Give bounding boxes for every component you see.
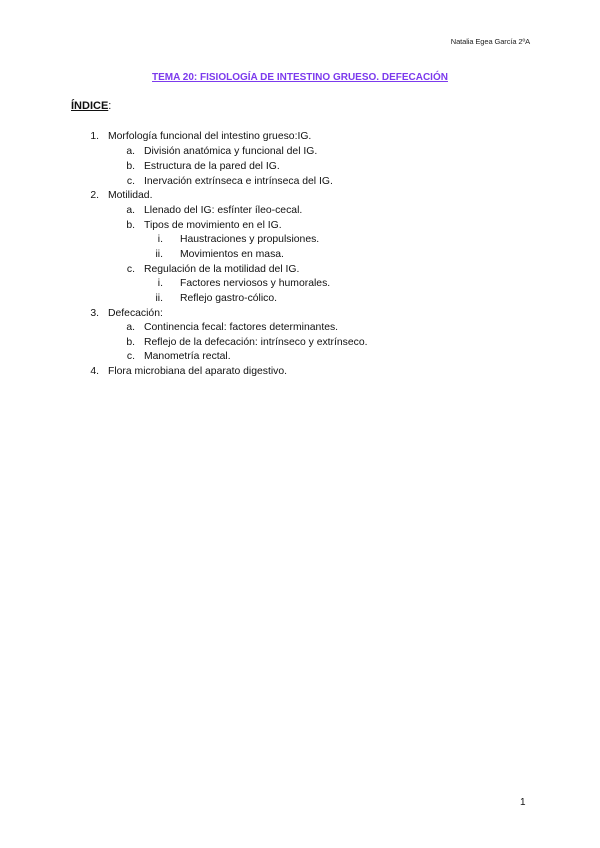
toc-item-text: Tipos de movimiento en el IG. bbox=[144, 220, 282, 231]
toc-item-text: Motilidad. bbox=[108, 190, 153, 201]
toc-item-number: b. bbox=[126, 161, 135, 172]
toc-item-text: Reflejo de la defecación: intrínseco y extrínseco. bbox=[144, 337, 368, 348]
toc-item-number: 4. bbox=[90, 366, 99, 377]
toc-item-text: Morfología funcional del intestino grueso:IG. bbox=[108, 131, 312, 142]
toc-item-text: Inervación extrínseca e intrínseca del IG. bbox=[144, 176, 333, 187]
toc-item-text: Haustraciones y propulsiones. bbox=[180, 234, 320, 245]
toc-item-text: Manometría rectal. bbox=[144, 351, 231, 362]
author-header: Natalia Egea García 2ºA bbox=[450, 37, 530, 46]
toc-item-number: 1. bbox=[90, 131, 99, 142]
toc-item-number: a. bbox=[126, 322, 135, 333]
index-label: ÍNDICE bbox=[71, 100, 109, 112]
toc-item-number: a. bbox=[126, 205, 135, 216]
index-colon: : bbox=[108, 100, 112, 112]
toc-item-text: Defecación: bbox=[108, 308, 163, 319]
toc-item-number: i. bbox=[157, 234, 163, 245]
toc-item-number: i. bbox=[157, 278, 163, 289]
toc-item-number: b. bbox=[126, 220, 135, 231]
toc-item-text: Movimientos en masa. bbox=[180, 249, 284, 260]
toc-item-text: Llenado del IG: esfínter íleo-cecal. bbox=[144, 205, 303, 216]
toc-item-number: c. bbox=[126, 351, 135, 362]
toc-item-number: ii. bbox=[155, 293, 163, 304]
toc-item-text: Flora microbiana del aparato digestivo. bbox=[108, 366, 288, 377]
document-title: TEMA 20: FISIOLOGÍA DE INTESTINO GRUESO. DEFECACIÓN bbox=[152, 72, 448, 83]
toc-item-number: 3. bbox=[90, 308, 99, 319]
toc-item-number: b. bbox=[126, 337, 135, 348]
index-heading bbox=[71, 100, 111, 112]
toc-item-text: Regulación de la motilidad del IG. bbox=[144, 264, 300, 275]
page-number: 1 bbox=[520, 797, 526, 808]
toc-item-number: ii. bbox=[155, 249, 163, 260]
toc-item-number: a. bbox=[126, 146, 135, 157]
toc-item-text: Estructura de la pared del IG. bbox=[144, 161, 280, 172]
toc-item-text: Continencia fecal: factores determinantes. bbox=[144, 322, 339, 333]
toc-item-text: División anatómica y funcional del IG. bbox=[144, 146, 318, 157]
toc-item-number: c. bbox=[126, 264, 135, 275]
toc-item-number: 2. bbox=[90, 190, 99, 201]
toc-item-text: Factores nerviosos y humorales. bbox=[180, 278, 331, 289]
toc-item-number: c. bbox=[126, 176, 135, 187]
toc-item-text: Reflejo gastro-cólico. bbox=[180, 293, 278, 304]
